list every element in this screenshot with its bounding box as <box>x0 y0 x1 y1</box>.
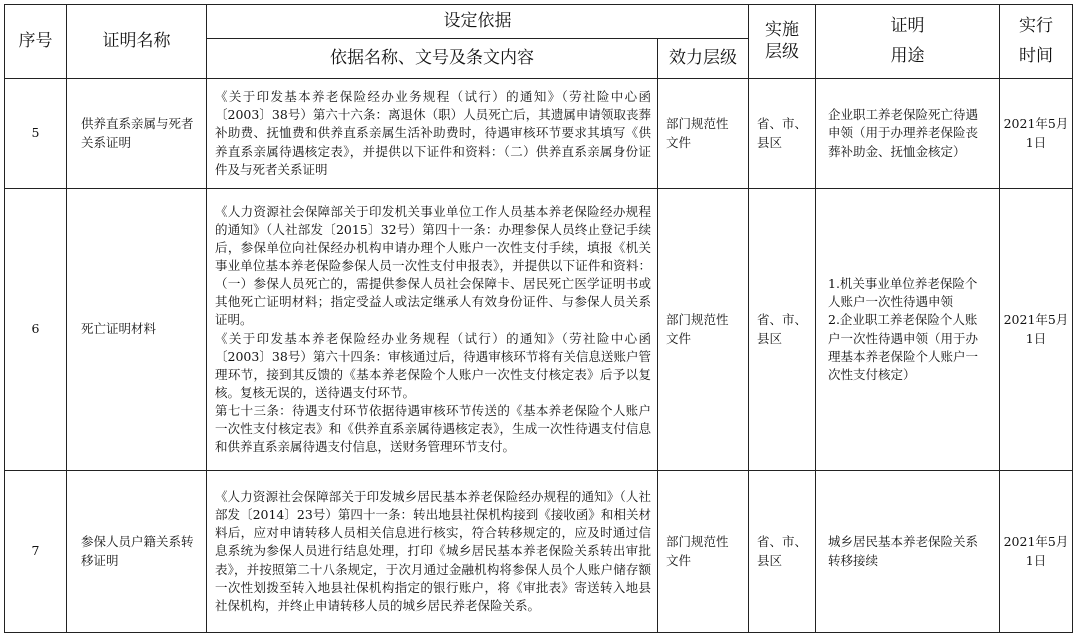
header-impl-level-line2: 层级 <box>765 41 799 62</box>
row-basis <box>207 471 658 633</box>
header-basis-group: 设定依据 <box>207 5 749 39</box>
row-name: 供养直系亲属与死者关系证明 <box>67 79 207 189</box>
row-seq: 7 <box>5 471 67 633</box>
row-seq: 5 <box>5 79 67 189</box>
header-purpose-line2: 用途 <box>890 45 925 66</box>
row-time: 2021年5月1日 <box>1000 471 1073 633</box>
header-time-line2: 时间 <box>1019 45 1053 66</box>
row-impl-level: 省、市、县区 <box>749 189 816 471</box>
table-row <box>5 189 1073 471</box>
row-purpose: 企业职工养老保险死亡待遇申领（用于办理养老保险丧葬补助金、抚恤金核定） <box>816 79 1000 189</box>
basis-paragraph: 《关于印发基本养老保险经办业务规程（试行）的通知》（劳社险中心函〔2003〕38号）第六十四条：审核通过后，待遇审核环节将有关信息送账户管理环节，接到其反馈的《基本养老保险个人账户一次性支付核定表》后予以复核。复核无误的，送待遇支付环节。 <box>215 330 651 400</box>
header-purpose-line1: 证明 <box>890 16 925 37</box>
header-effect-level: 效力层级 <box>658 39 749 79</box>
header-purpose <box>816 5 1000 79</box>
row-effect-level: 部门规范性文件 <box>658 471 749 633</box>
header-basis-content: 依据名称、文号及条文内容 <box>207 39 658 79</box>
row-effect-level: 部门规范性文件 <box>658 79 749 189</box>
header-time-line1: 实行 <box>1019 16 1053 37</box>
row-purpose: 城乡居民基本养老保险关系转移接续 <box>816 471 1000 633</box>
header-name: 证明名称 <box>67 5 207 79</box>
basis-paragraph: 第七十三条：待遇支付环节依据待遇审核环节传送的《基本养老保险个人账户一次性支付核定表》和《供养直系亲属待遇核定表》，生成一次性待遇支付信息和供养直系亲属待遇支付信息，送财务管理环节支付。 <box>215 403 651 455</box>
row-seq: 6 <box>5 189 67 471</box>
header-seq: 序号 <box>5 5 67 79</box>
row-impl-level: 省、市、县区 <box>749 471 816 633</box>
basis-paragraph: 《人力资源社会保障部关于印发机关事业单位工作人员基本养老保险经办规程的通知》（人社部发〔2015〕32号）第四十一条：办理参保人员终止登记手续后，参保单位向社保经办机构申请办理个人账户一次性支付手续，填报《机关事业单位基本养老保险参保人员一次性支付申报表》，并提供以下证件和资料：（一）参保人员死亡的，需提供参保人员社会保障卡、居民死亡医学证明书或其他死亡证明材料；指定受益人或法定继承人有效身份证件、与参保人员关系证明。 <box>215 203 651 328</box>
table-row <box>5 471 1073 633</box>
row-time: 2021年5月1日 <box>1000 189 1073 471</box>
row-effect-level: 部门规范性文件 <box>658 189 749 471</box>
header-impl-level <box>749 5 816 79</box>
basis-paragraph: 《人力资源社会保障部关于印发城乡居民基本养老保险经办规程的通知》（人社部发〔2014〕23号）第四十一条：转出地县社保机构接到《接收函》和相关材料后，应对申请转移人员相关信息进行核实，符合转移规定的，应及时通过信息系统为参保人员进行结息处理，打印《城乡居民基本养老保险关系转出审批表》，并按照第二十八条规定，于次月通过金融机构将参保人员个人账户储存额一次性划拨至转入地县社保机构指定的银行账户，将《审批表》寄送转入地县社保机构，并终止申请转移人员的城乡居民养老保险关系。 <box>215 489 651 613</box>
row-basis <box>207 79 658 189</box>
header-time <box>1000 5 1073 79</box>
table-row <box>5 79 1073 189</box>
row-name: 死亡证明材料 <box>67 189 207 471</box>
header-impl-level-line1: 实施 <box>765 20 799 41</box>
row-basis <box>207 189 658 471</box>
row-impl-level: 省、市、县区 <box>749 79 816 189</box>
row-name: 参保人员户籍关系转移证明 <box>67 471 207 633</box>
basis-paragraph: 《关于印发基本养老保险经办业务规程（试行）的通知》（劳社险中心函〔2003〕38号）第六十六条：离退休（职）人员死亡后，其遗属申请领取丧葬补助费、抚恤费和供养直系亲属生活补助费时，待遇审核环节要求其填写《供养直系亲属待遇核定表》，并提供以下证件和资料：（二）供养直系亲属身份证件及与死者关系证明 <box>215 89 651 177</box>
certificate-table <box>4 4 1073 633</box>
row-purpose: 1.机关事业单位养老保险个人账户一次性待遇申领 2.企业职工养老保险个人账户一次性待遇申领（用于办理基本养老保险个人账户一次性支付核定） <box>816 189 1000 471</box>
row-time: 2021年5月1日 <box>1000 79 1073 189</box>
